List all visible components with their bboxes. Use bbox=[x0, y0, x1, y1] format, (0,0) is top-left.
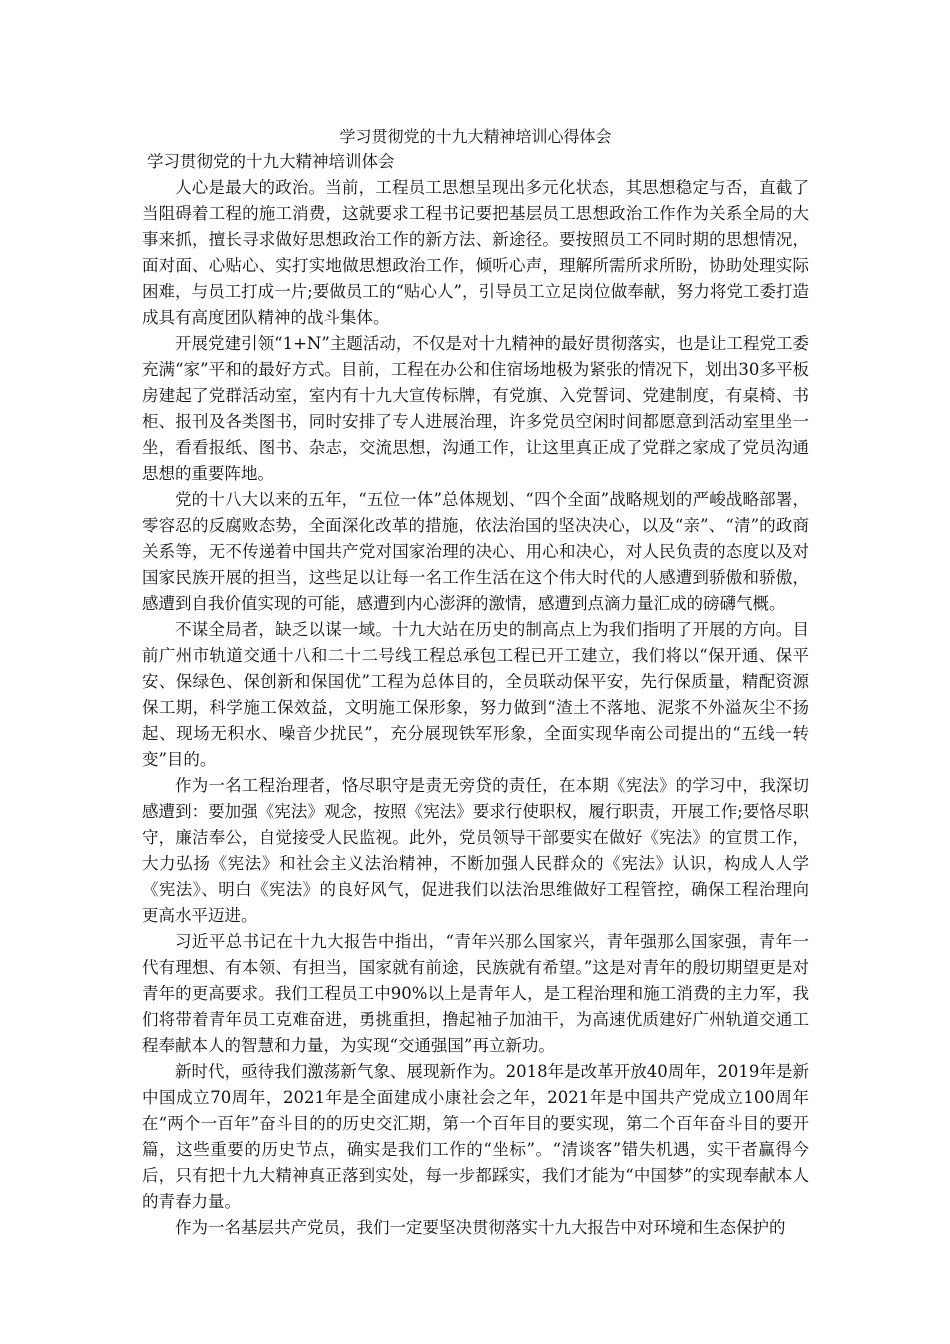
paragraph: 党的十八大以来的五年，“五位一体”总体规划、“四个全面”战略规划的严峻战略部署，零容忍的反腐败态势，全面深化改革的措施，依法治国的坚决决心，以及“亲”、“清”的政商关系等，无不传递着中国共产党对国家治理的决心、用心和决心，对人民负责的态度以及对国家民族开展的担当，这些足以让每一名工作生活在这个伟大时代的人感遭到骄傲和骄傲，感遭到自我价值实现的可能，感遭到内心澎湃的激情，感遭到点滴力量汇成的磅礴气概。 bbox=[142, 490, 809, 613]
document-subtitle: 学习贯彻党的十九大精神培训体会 bbox=[147, 152, 395, 171]
document-body bbox=[142, 124, 809, 1241]
paragraph: 开展党建引领“1+N”主题活动，不仅是对十九精神的最好贯彻落实，也是让工程党工委充满“家”平和的最好方式。目前，工程在办公和住宿场地极为紧张的情况下，划出30多平板房建起了党群活动室，室内有十九大宣传标牌，有党旗、入党誓词、党建制度，有桌椅、书柜、报刊及各类图书，同时安排了专人进展治理，许多党员空闲时间都愿意到活动室里坐一坐，看看报纸、图书、杂志，交流思想，沟通工作，让这里真正成了党群之家成了党员沟通思想的重要阵地。 bbox=[142, 334, 809, 483]
paragraph: 作为一名工程治理者，恪尽职守是责无旁贷的责任，在本期《宪法》的学习中，我深切感遭到：要加强《宪法》观念，按照《宪法》要求行使职权，履行职责，开展工作;要恪尽职守，廉洁奉公，自觉接受人民监视。此外，党员领导干部要实在做好《宪法》的宣贯工作，大力弘扬《宪法》和社会主义法治精神，不断加强人民群众的《宪法》认识，构成人人学《宪法》、明白《宪法》的良好风气，促进我们以法治思维做好工程管控，确保工程治理向更高水平迈进。 bbox=[142, 776, 809, 925]
paragraph: 习近平总书记在十九大报告中指出，“青年兴那么国家兴，青年强那么国家强，青年一代有理想、有本领、有担当，国家就有前途，民族就有希望。”这是对青年的殷切期望更是对青年的更高要求。我们工程员工中90%以上是青年人，是工程治理和施工消费的主力军，我们将带着青年员工克难奋进，勇挑重担，撸起袖子加油干，为高速优质建好广州轨道交通工程奉献本人的智慧和力量，为实现“交通强国”再立新功。 bbox=[142, 932, 809, 1055]
paragraph: 不谋全局者，缺乏以谋一域。十九大站在历史的制高点上为我们指明了开展的方向。目前广州市轨道交通十八和二十二号线工程总承包工程已开工建立，我们将以“保开通、保平安、保绿色、保创新和保国优”工程为总体目的，全员联动保平安，先行保质量，精配资源保工期，科学施工保效益，文明施工保形象，努力做到“渣土不落地、泥浆不外溢灰尘不扬起、现场无积水、噪音少扰民”，充分展现铁军形象，全面实现华南公司提出的“五线一转变”目的。 bbox=[142, 620, 809, 769]
paragraph: 作为一名基层共产党员，我们一定要坚决贯彻落实十九大报告中对环境和生态保护的 bbox=[175, 1218, 786, 1237]
paragraph: 新时代，亟待我们激荡新气象、展现新作为。2018年是改革开放40周年，2019年是新中国成立70周年，2021年是全面建成小康社会之年，2021年是中国共产党成立100周年在“两个一百年”奋斗目的的历史交汇期，第一个百年目的要实现，第二个百年奋斗目的要开篇，这些重要的历史节点，确实是我们工作的“坐标”。“清谈客”错失机遇，实干者赢得今后，只有把十九大精神真正落到实处，每一步都踩实，我们才能为“中国梦”的实现奉献本人的青春力量。 bbox=[142, 1062, 809, 1211]
document-title: 学习贯彻党的十九大精神培训心得体会 bbox=[339, 127, 612, 146]
paragraph: 人心是最大的政治。当前，工程员工思想呈现出多元化状态，其思想稳定与否，直截了当阻碍着工程的施工消费，这就要求工程书记要把基层员工思想政治工作作为关系全局的大事来抓，擅长寻求做好思想政治工作的新方法、新途径。要按照员工不同时期的思想情况，面对面、心贴心、实打实地做思想政治工作，倾听心声，理解所需所求所盼，协助处理实际困难，与员工打成一片;要做员工的“贴心人”，引导员工立足岗位做奉献，努力将党工委打造成具有高度团队精神的战斗集体。 bbox=[142, 178, 809, 327]
